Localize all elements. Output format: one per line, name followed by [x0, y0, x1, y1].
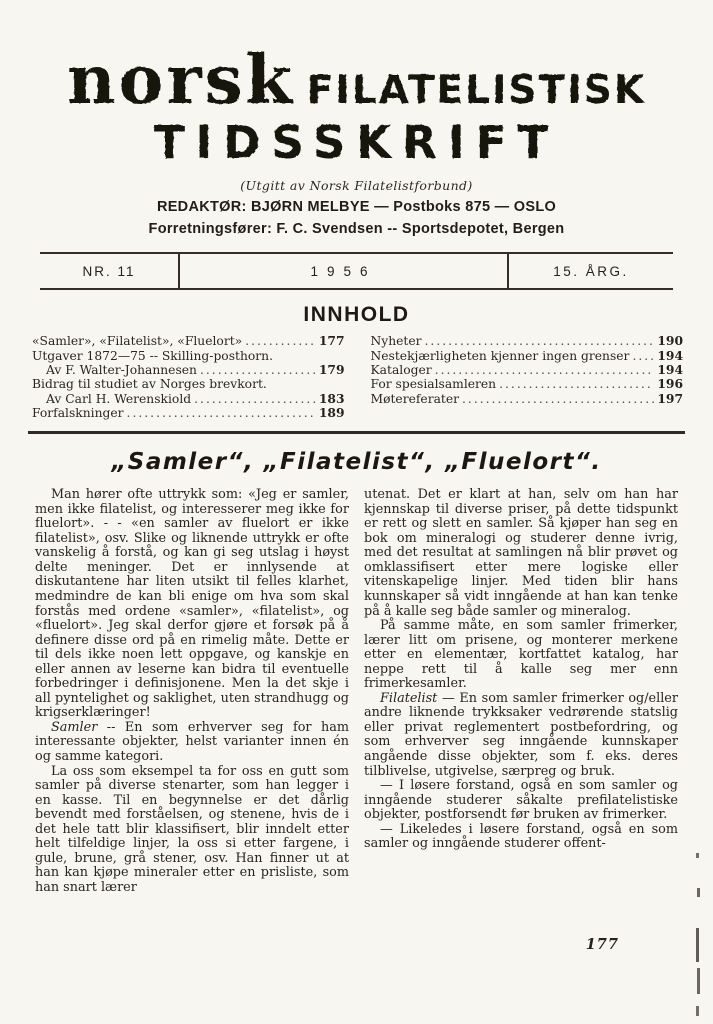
toc-entry-title: Forfalskninger [32, 405, 124, 420]
section-divider [28, 431, 685, 434]
paragraph-text: — En som samler frimerker og/eller andre liknende trykksaker vedrørende statslig eller privat reglementert postbefordring, og som erhverver seg inngående kunnskaper angående disse objekter, som f. eks. deres tilblivelse, utgivelse, særpreg og bruk. [364, 690, 678, 779]
toc-entry [32, 406, 345, 420]
article-left-column [35, 488, 349, 895]
masthead-line1 [0, 40, 713, 119]
article-body [35, 488, 678, 895]
toc-entry [371, 334, 684, 348]
issue-number: NR. 11 [40, 254, 180, 288]
page-number: 177 [585, 936, 619, 953]
paragraph [364, 779, 678, 823]
scan-artifact [697, 888, 700, 897]
dot-leader [127, 406, 316, 420]
paragraph-text: På samme måte, en som samler frimerker, lærer litt om prisene, og monterer merkene etter en elementær, kortfattet katalog, har neppe rett til å kalle seg mer enn frimerkesamler. [364, 618, 678, 692]
dot-leader [435, 363, 655, 377]
paragraph-text: — I løsere forstand, også en som samler og inngående studerer såkalte prefilatelistiske objekter, postforsendt før bruken av frimerker. [364, 778, 678, 823]
dot-leader [425, 334, 655, 348]
toc-entry-page: 183 [318, 390, 345, 406]
publisher-line: (Utgitt av Norsk Filatelistforbund) [240, 178, 473, 194]
toc-entry-page: 177 [318, 333, 345, 349]
issue-volume: 15. ÅRG. [507, 254, 673, 288]
toc-entry-title: Kataloger [370, 362, 432, 377]
toc-entry-page: 190 [657, 333, 683, 349]
paragraph [35, 488, 349, 721]
toc-entry-page: 194 [657, 347, 683, 363]
paragraph [364, 619, 678, 692]
scan-artifact [696, 928, 699, 962]
toc-entry-page: 189 [318, 404, 345, 420]
toc-entry-page: 197 [657, 390, 683, 406]
toc-right-column [371, 334, 684, 420]
paragraph-text: -- En som erhverver seg for ham interessante objekter, helst varianter innen én og samme kategori. [35, 719, 349, 765]
editor-line: REDAKTØR: BJØRN MELBYE — Postboks 875 — OSLO [156, 199, 557, 216]
toc-entry [32, 363, 345, 377]
dot-leader [462, 392, 654, 406]
toc-entry-title: Utgaver 1872—75 -- Skilling-posthorn. [32, 348, 273, 363]
toc-entry [32, 377, 345, 391]
toc-left-column [32, 334, 345, 420]
paragraph-text: Man hører ofte uttrykk som: «Jeg er samler, men ikke filatelist, og interesserer meg ikke for fluelort». - - «en samler av fluelort er ikke filatelist», osv. Slike og liknende uttrykk er ofte vanskelig å forstå, og kan gi seg utslag i høyst delte meninger. Det er innlysende at diskutantene har liten utsikt til felles klarhet, medmindre de kan bli enige om hva som skal forstås med ordene «samler», «filatelist», og «fluelort». Jeg skal derfor gjøre et forsøk på å definere disse ord på en rimelig måte. Dette er til dels ikke noen lett oppgave, og kanskje en eller annen av leserne kan bidra til eventuelle forbedringer i definisjonene. Men la det skje i all pyntelighet og saklighet, uten strandhugg og krigserklæringer! [35, 487, 349, 721]
paragraph-text: utenat. Det er klart at han, selv om han har kjennskap til diverse priser, på dette tidspunkt er rett og slett en samler. Så kjøper han seg en bok om mineralogi og studerer denne ivrig, med det resultat at samlingen nå blir prøvet og omklassifisert etter mere logiske eller vitenskapelige linjer. Med tiden blir hans kunnskaper så vidt inngående at han kan tenke på å kalle seg både samler og mineralog. [364, 487, 678, 619]
toc-entry-title: Bidrag til studiet av Norges brevkort. [32, 377, 267, 392]
toc-entry [32, 349, 345, 363]
scan-artifact [696, 1006, 699, 1016]
issue-year: 1956 [310, 263, 377, 279]
toc-entry-page: 194 [657, 361, 683, 377]
toc-entry [371, 392, 684, 406]
paragraph [35, 765, 349, 896]
manager-line: Forretningsfører: F. C. Svendsen -- Sportsdepotet, Bergen [148, 221, 565, 238]
scan-artifact [697, 968, 700, 994]
toc-entry-title: «Samler», «Filatelist», «Fluelort» [32, 334, 243, 349]
contents-heading: INNHOLD [303, 303, 410, 327]
toc-entry [371, 349, 684, 363]
table-of-contents [32, 334, 683, 420]
issue-bar [40, 252, 673, 290]
toc-entry-title: Nestekjærligheten kjenner ingen grenser [370, 348, 630, 363]
toc-entry-title: Møtereferater [370, 391, 460, 406]
masthead [0, 0, 713, 169]
toc-entry-title: For spesialsamleren [370, 377, 497, 392]
masthead-word-filatelistisk: FILATELISTISK [306, 68, 647, 113]
masthead-word-tidsskrift: TIDSSKRIFT [153, 115, 560, 169]
toc-entry [371, 363, 684, 377]
dot-leader [245, 334, 316, 348]
paragraph [35, 721, 349, 765]
toc-entry-title: Nyheter [370, 334, 422, 349]
toc-entry-page: 196 [657, 376, 683, 392]
dot-leader [194, 392, 316, 406]
toc-entry [32, 334, 345, 348]
toc-entry-title: Av F. Walter-Johannesen [46, 362, 197, 377]
scan-artifact [696, 853, 699, 858]
toc-entry-page: 179 [318, 361, 345, 377]
paragraph-text: — Likeledes i løsere forstand, også en som samler og inngående studerer offent- [364, 821, 678, 852]
dot-leader [632, 349, 654, 363]
paragraph-lead: Filatelist [380, 690, 438, 706]
article-title: „Samler“, „Filatelist“, „Fluelort“. [111, 449, 602, 476]
paragraph [364, 488, 678, 619]
masthead-word-norsk: norsk [66, 40, 295, 119]
toc-entry [32, 392, 345, 406]
article-right-column [364, 488, 678, 895]
paragraph [364, 692, 678, 779]
dot-leader [200, 363, 316, 377]
dot-leader [499, 377, 654, 391]
paragraph-lead: Samler [51, 719, 98, 735]
paragraph-text: La oss som eksempel ta for oss en gutt som samler på diverse stenarter, som han legger i en kasse. Til en begynnelse er det dårlig bevendt med forståelsen, og stenene, hvis de i det hele tatt blir klassifisert, blir inndelt etter helt tilfeldige linjer, la oss si etter fargene, i gule, brune, grå stener, osv. Han finner ut at han kan kjøpe mineraler etter en prisliste, som han snart lærer [35, 763, 349, 895]
toc-entry-title: Av Carl H. Werenskiold [46, 391, 192, 406]
paragraph [364, 823, 678, 852]
toc-entry [371, 377, 684, 391]
